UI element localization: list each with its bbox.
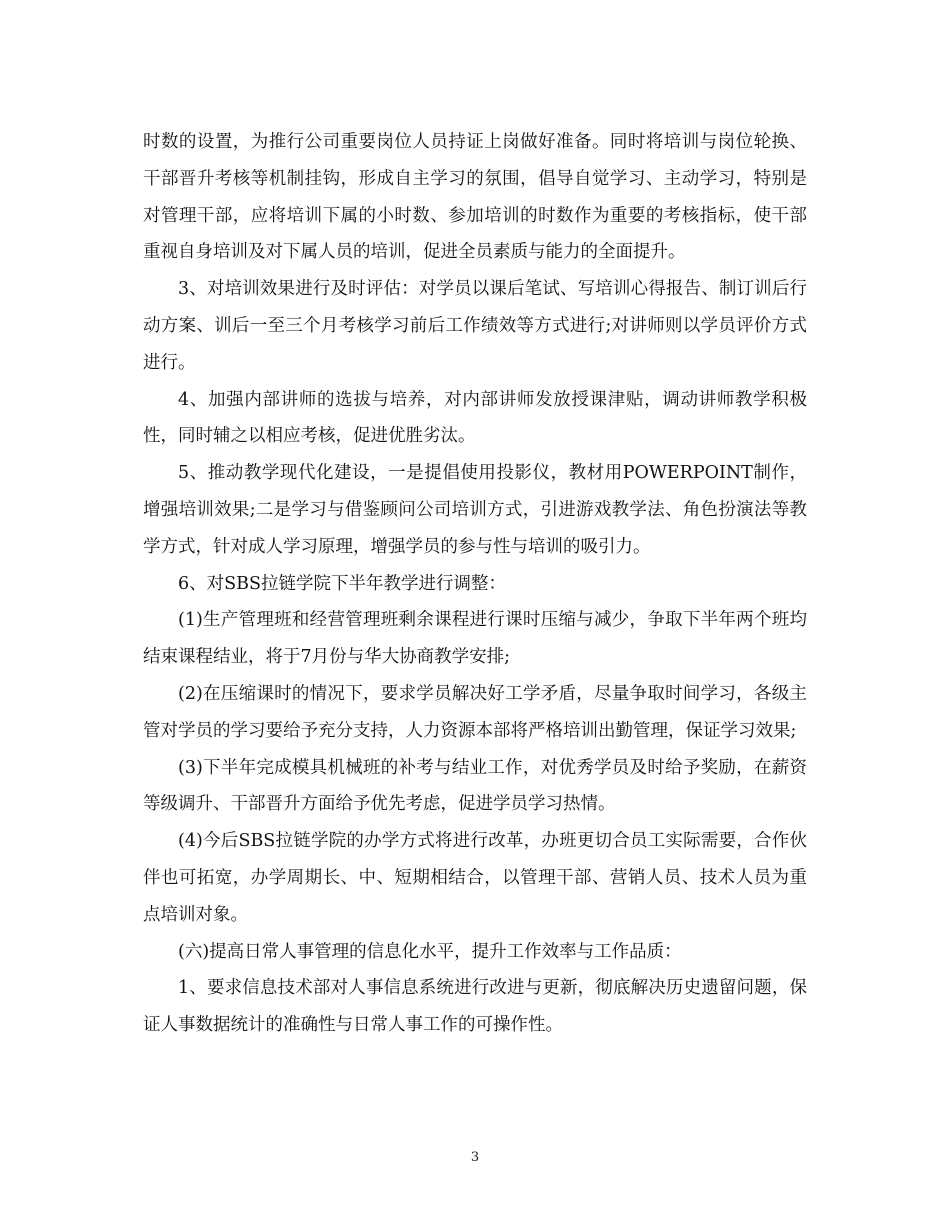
paragraph-8: (3)下半年完成模具机械班的补考与结业工作，对优秀学员及时给予奖励，在薪资等级调升、干部晋升方面给予优先考虑，促进学员学习热情。 xyxy=(143,757,807,815)
paragraph-6: (1)生产管理班和经营管理班剩余课程进行课时压缩与减少，争取下半年两个班均结束课程结业，将于7月份与华大协商教学安排; xyxy=(143,610,807,668)
paragraph-4: 5、推动教学现代化建设，一是提倡使用投影仪，教材用POWERPOINT制作，增强培训效果;二是学习与借鉴顾问公司培训方式，引进游戏教学法、角色扮演法等教学方式，针对成人学习原理，增强学员的参与性与培训的吸引力。 xyxy=(143,463,807,557)
paragraph-10: (六)提高日常人事管理的信息化水平，提升工作效率与工作品质： xyxy=(178,941,682,962)
paragraph-2: 3、对培训效果进行及时评估：对学员以课后笔试、写培训心得报告、制订训后行动方案、训后一至三个月考核学习前后工作绩效等方式进行;对讲师则以学员评价方式进行。 xyxy=(143,279,807,373)
paragraph-5: 6、对SBS拉链学院下半年教学进行调整： xyxy=(178,573,506,594)
paragraph-3: 4、加强内部讲师的选拔与培养，对内部讲师发放授课津贴，调动讲师教学积极性，同时辅之以相应考核，促进优胜劣汰。 xyxy=(143,389,807,447)
paragraph-7: (2)在压缩课时的情况下，要求学员解决好工学矛盾，尽量争取时间学习，各级主管对学员的学习要给予充分支持，人力资源本部将严格培训出勤管理，保证学习效果; xyxy=(143,683,807,741)
paragraph-11: 1、要求信息技术部对人事信息系统进行改进与更新，彻底解决历史遗留问题，保证人事数据统计的准确性与日常人事工作的可操作性。 xyxy=(143,978,807,1036)
paragraph-9: (4)今后SBS拉链学院的办学方式将进行改革，办班更切合员工实际需要，合作伙伴也可拓宽，办学周期长、中、短期相结合，以管理干部、营销人员、技术人员为重点培训对象。 xyxy=(143,831,807,925)
page-number: 3 xyxy=(470,1150,480,1165)
paragraph-1: 时数的设置，为推行公司重要岗位人员持证上岗做好准备。同时将培训与岗位轮换、干部晋升考核等机制挂钩，形成自主学习的氛围，倡导自觉学习、主动学习，特别是对管理干部，应将培训下属的小时数、参加培训的时数作为重要的考核指标，使干部重视自身培训及对下属人员的培训，促进全员素质与能力的全面提升。 xyxy=(143,132,807,263)
document-body xyxy=(143,124,807,1044)
